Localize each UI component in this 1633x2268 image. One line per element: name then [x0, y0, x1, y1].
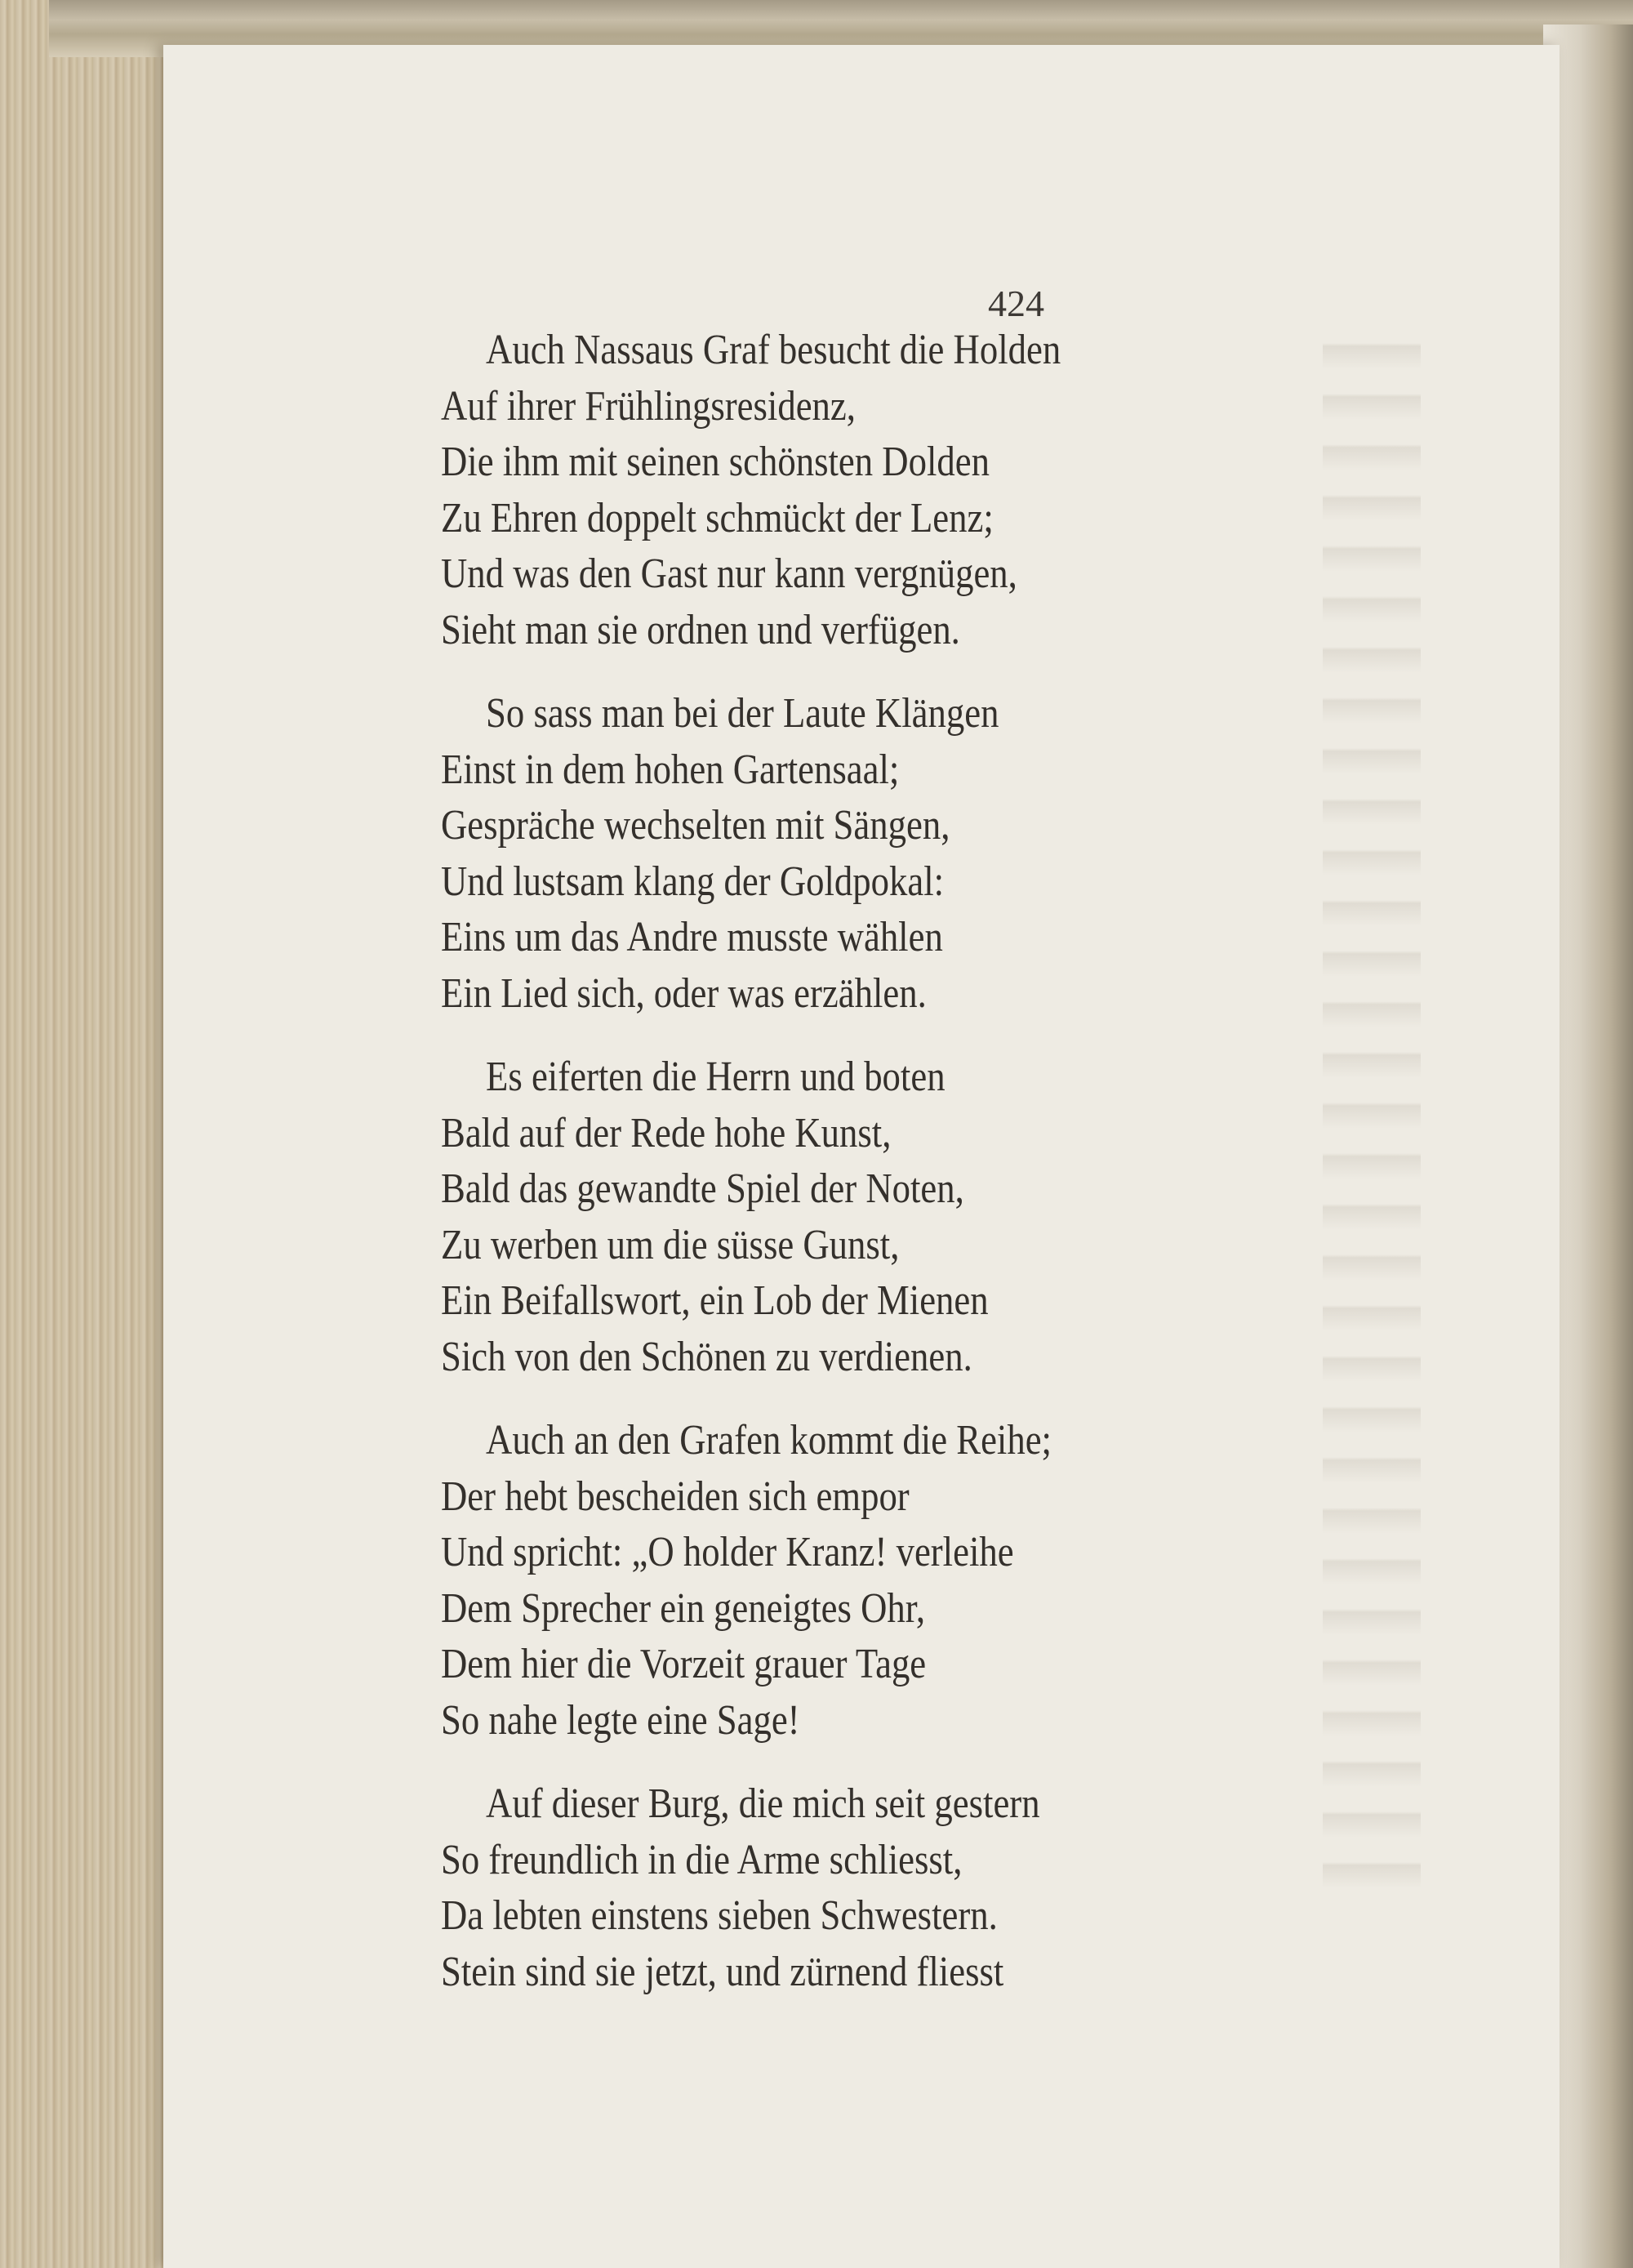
- verse-line: Da lebten einstens sieben Schwestern.: [441, 1892, 998, 1939]
- stanza: [441, 1413, 1326, 1749]
- verse-line: Auf ihrer Frühlingsresidenz,: [441, 382, 856, 430]
- verse-line: Ein Beifallswort, ein Lob der Mienen: [441, 1277, 989, 1324]
- verse-line: Sich von den Schönen zu verdienen.: [441, 1333, 972, 1380]
- show-through-text: [1323, 319, 1421, 1911]
- stanza: [441, 323, 1326, 658]
- verse-line: Zu Ehren doppelt schmückt der Lenz;: [441, 494, 994, 541]
- verse-line: Und was den Gast nur kann vergnügen,: [441, 550, 1017, 597]
- verse-line: Dem hier die Vorzeit grauer Tage: [441, 1641, 927, 1687]
- verse-line: Ein Lied sich, oder was erzählen.: [441, 969, 927, 1017]
- verse-line: Der hebt bescheiden sich empor: [441, 1473, 910, 1520]
- verse-line: Stein sind sie jetzt, und zürnend fliesst: [441, 1948, 1004, 1995]
- verse-line: Und lustsam klang der Goldpokal:: [441, 858, 945, 905]
- verse-line: Bald das gewandte Spiel der Noten,: [441, 1165, 964, 1212]
- verse-line: So freundlich in die Arme schliesst,: [441, 1836, 963, 1883]
- verse-line: Sieht man sie ordnen und verfügen.: [441, 606, 960, 653]
- stanza: [441, 686, 1326, 1022]
- verse-line: Gespräche wechselten mit Sängen,: [441, 802, 950, 849]
- verse-line: Bald auf der Rede hohe Kunst,: [441, 1109, 892, 1156]
- poem-text: [441, 323, 1326, 2028]
- verse-line: So sass man bei der Laute Klängen: [486, 690, 999, 737]
- verse-line: Auf dieser Burg, die mich seit gestern: [486, 1780, 1040, 1827]
- verse-line: Auch an den Grafen kommt die Reihe;: [486, 1417, 1052, 1464]
- verse-line: So nahe legte eine Sage!: [441, 1696, 800, 1744]
- page-edges: [0, 0, 188, 2268]
- verse-line: Dem Sprecher ein geneigtes Ohr,: [441, 1584, 926, 1632]
- verse-line: Es eiferten die Herrn und boten: [486, 1054, 946, 1100]
- verse-line: Einst in dem hohen Gartensaal;: [441, 746, 900, 793]
- verse-line: Auch Nassaus Graf besucht die Holden: [486, 327, 1061, 373]
- page-number: 424: [988, 283, 1044, 324]
- verse-line: Zu werben um die süsse Gunst,: [441, 1221, 900, 1268]
- stanza: [441, 1049, 1326, 1385]
- verse-line: Eins um das Andre musste wählen: [441, 914, 943, 960]
- stanza: [441, 1776, 1326, 2000]
- verse-line: Und spricht: „O holder Kranz! verleihe: [441, 1529, 1014, 1575]
- verse-line: Die ihm mit seinen schönsten Dolden: [441, 439, 990, 485]
